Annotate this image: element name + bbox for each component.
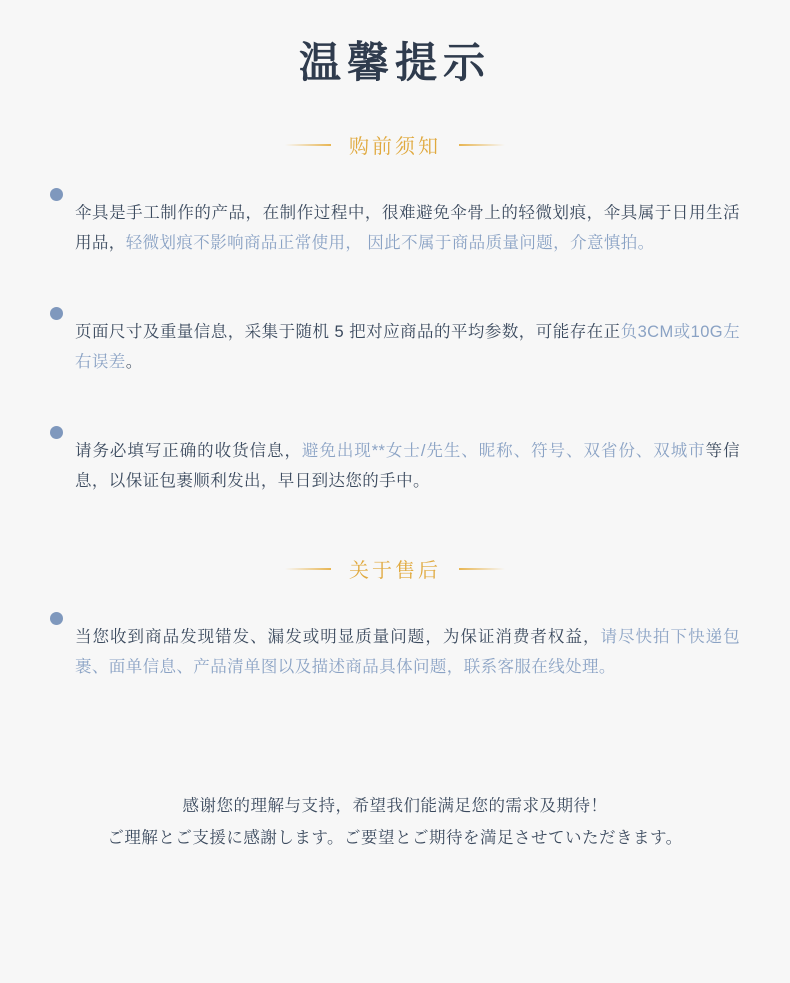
note-text <box>75 436 740 496</box>
page-title: 温馨提示 <box>298 39 491 86</box>
thanks-line-cn: 感谢您的理解与支持，希望我们能满足您的需求及期待！ <box>182 797 608 816</box>
note-text <box>75 622 740 682</box>
note-text-part: 伞具是手工制作的产品，在制作过程中，很难避免伞骨上的轻微划痕，伞具属于日用生活用品， <box>75 203 740 252</box>
section-heading-before-purchase <box>50 130 740 159</box>
list-item <box>50 605 740 698</box>
list-item <box>50 181 740 274</box>
note-text-highlight: 避免出现**女士/先生、昵称、符号、双省份、双城市 <box>301 441 706 460</box>
bullet-dot-icon <box>50 426 63 439</box>
thanks-line-jp: ご理解とご支援に感謝します。ご要望とご期待を満足させていただきます。 <box>107 829 683 848</box>
heading-rule-right <box>459 144 505 146</box>
footer-thanks <box>50 790 740 854</box>
section-title: 购前须知 <box>349 136 441 159</box>
bullet-dot-icon <box>50 307 63 320</box>
note-text-part: 请务必填写正确的收货信息， <box>75 441 302 460</box>
note-text-highlight: 负3CM或10G左右误差 <box>75 322 740 371</box>
bullet-dot-icon <box>50 188 63 201</box>
note-text-highlight: 请尽快拍下快递包裹、面单信息、产品清单图以及描述商品具体问题，联系客服在线处理。 <box>75 627 740 676</box>
section-title: 关于售后 <box>349 560 441 583</box>
bullet-dot-icon <box>50 612 63 625</box>
heading-rule-right <box>459 568 505 570</box>
notes-list-after-sales <box>50 605 740 698</box>
note-text-part: 页面尺寸及重量信息，采集于随机 5 把对应商品的平均参数，可能存在正 <box>75 322 621 341</box>
note-text-part: 。 <box>125 352 143 371</box>
list-item <box>50 419 740 512</box>
heading-rule-left <box>285 144 331 146</box>
note-text <box>75 317 740 377</box>
note-text <box>75 198 740 258</box>
section-heading-after-sales <box>50 554 740 583</box>
heading-rule-left <box>285 568 331 570</box>
note-text-part: 当您收到商品发现错发、漏发或明显质量问题，为保证消费者权益， <box>75 627 601 646</box>
note-text-highlight: 轻微划痕不影响商品正常使用， 因此不属于商品质量问题，介意慎拍。 <box>125 233 655 252</box>
notes-list-before-purchase <box>50 181 740 512</box>
list-item <box>50 300 740 393</box>
note-text-part: 等信息，以保证包裹顺利发出，早日到达您的手中。 <box>75 441 740 490</box>
